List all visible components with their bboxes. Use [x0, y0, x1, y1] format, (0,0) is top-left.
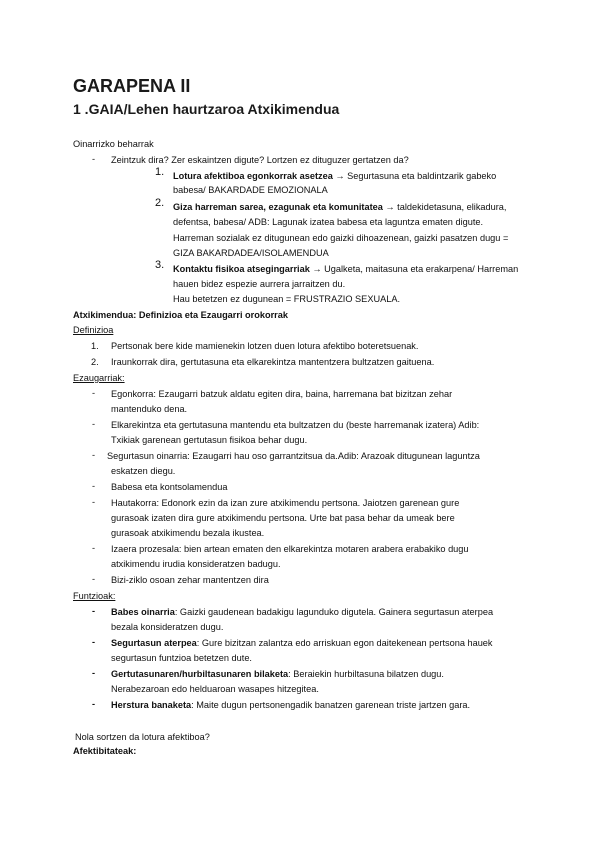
ezaugarria-line: Bizi-ziklo osoan zehar mantentzen dira	[111, 575, 269, 585]
ezaugarria-line: Egonkorra: Ezaugarri batzuk aldatu egiten dira, baina, harremana bat bizitzan zehar	[111, 389, 453, 399]
dash-marker: -	[92, 154, 96, 164]
funtzioa-rest: : Beraiekin hurbiltasuna bilatzen dugu.	[288, 669, 444, 679]
ezaugarria-line: gurasoak atxikimendu bezala ikustea.	[111, 528, 265, 538]
funtzioa-line	[111, 699, 470, 711]
definizioa-label: Definizioa	[73, 325, 114, 335]
funtzioa-line: Nerabezaroan edo helduaroan wasapes hitzegitea.	[111, 684, 319, 694]
ezaugarria-line: Babesa eta kontsolamendua	[111, 482, 228, 492]
intro-heading: Oinarrizko beharrak	[73, 139, 154, 149]
dash-marker: -	[92, 388, 96, 398]
ezaugarria-line: Txikiak garenean gertutasun fisikoa behar dugu.	[111, 435, 308, 445]
funtzioa-bold: Gertutasunaren/hurbiltasunaren bilaketa	[111, 669, 289, 679]
ezaugarria-line: gurasoak izaten dira gure atxikimendu pertsona. Urte bat pasa behar da umeak bere	[111, 513, 455, 523]
ezaugarria-line: Izaera prozesala: bien artean ematen den elkarekintza motaren arabera erabakiko dugu	[111, 544, 469, 554]
list-marker: 1.	[155, 166, 165, 178]
dash-marker: -	[92, 606, 96, 616]
item-line: hauen bidez espezie aurrera jarraitzen du.	[173, 279, 346, 289]
funtzioa-bold: Herstura banaketa	[111, 700, 192, 710]
ezaugarriak-label: Ezaugarriak:	[73, 373, 125, 383]
dash-marker: -	[92, 699, 96, 709]
dash-marker: -	[92, 668, 96, 678]
list-marker: 1.	[91, 341, 99, 351]
funtzioa-rest: : Maite dugun pertsonengadik banatzen garenean triste jartzen gara.	[191, 700, 471, 710]
list-marker: 2.	[91, 357, 99, 367]
item-bold: Kontaktu fisikoa atsegingarriak	[173, 264, 310, 274]
page-subtitle: 1 .GAIA/Lehen haurtzaroa Atxikimendua	[73, 101, 340, 117]
dash-marker: -	[92, 450, 96, 460]
item-line: defentsa, babesa/ ADB: Lagunak izatea babesa eta laguntza ematen digute.	[173, 217, 484, 227]
dash-marker: -	[92, 543, 96, 553]
intro-question: Zeintzuk dira? Zer eskaintzen digute? Lortzen ez dituguzer gertatzen da?	[111, 155, 409, 165]
item-rest: → taldekidetasuna, elikadura,	[382, 202, 507, 212]
list-item	[173, 170, 496, 182]
dash-marker: -	[92, 637, 96, 647]
item-bold: Lotura afektiboa egonkorrak asetzea	[173, 171, 333, 181]
section-heading: Atxikimendua: Definizioa eta Ezaugarri orokorrak	[73, 310, 288, 320]
ezaugarria-line: Hautakorra: Edonork ezin da izan zure atxikimendu pertsona. Jaiotzen garenean gure	[111, 498, 460, 508]
list-marker: 2.	[155, 197, 165, 209]
funtzioa-rest: : Gure bizitzan zalantza edo arriskuan egon daitekenean pertsona hauek	[196, 638, 493, 648]
funtzioa-line	[111, 637, 493, 649]
item-line: babesa/ BAKARDADE EMOZIONALA	[173, 185, 328, 195]
list-marker: 3.	[155, 259, 165, 271]
dash-marker: -	[92, 497, 96, 507]
item-rest: → Ugalketa, maitasuna eta erakarpena/ Harreman	[309, 264, 519, 274]
ezaugarria-line: atxikimendu irudia konsideratzen badugu.	[111, 559, 281, 569]
definizioa-item: Pertsonak bere kide mamienekin lotzen duen lotura afektibo boteretsuenak.	[111, 341, 419, 351]
footer-question: Nola sortzen da lotura afektiboa?	[75, 732, 210, 742]
list-item	[173, 263, 518, 275]
dash-marker: -	[92, 481, 96, 491]
funtzioak-label: Funtzioak:	[73, 591, 116, 601]
dash-marker: -	[92, 574, 96, 584]
funtzioa-line: segurtasun funtzioa betetzen dute.	[111, 653, 252, 663]
funtzioa-rest: : Gaizki gaudenean badakigu lagunduko digutela. Gainera segurtasun aterpea	[174, 607, 494, 617]
item-line: Hau betetzen ez dugunean = FRUSTRAZIO SEXUALA.	[173, 294, 400, 304]
item-rest: → Segurtasuna eta baldintzarik gabeko	[332, 171, 497, 181]
afektibitateak-heading: Afektibitateak:	[73, 746, 137, 756]
definizioa-item: Iraunkorrak dira, gertutasuna eta elkarekintza mantentzera bultzatzen gaituena.	[111, 357, 435, 367]
ezaugarria-line: eskatzen diegu.	[111, 466, 176, 476]
funtzioa-line: bezala konsideratzen dugu.	[111, 622, 224, 632]
ezaugarria-line: Elkarekintza eta gertutasuna mantendu eta bultzatzen du (beste harremanak izatera) Adib:	[111, 420, 480, 430]
item-line: GIZA BAKARDADEA/ISOLAMENDUA	[173, 248, 329, 258]
item-line: Harreman sozialak ez ditugunean edo gaizki dihoazenean, gaizki pasatzen dugu =	[173, 233, 509, 243]
funtzioa-bold: Babes oinarria	[111, 607, 175, 617]
ezaugarria-line: mantenduko dena.	[111, 404, 188, 414]
funtzioa-line	[111, 668, 444, 680]
dash-marker: -	[92, 419, 96, 429]
funtzioa-bold: Segurtasun aterpea	[111, 638, 197, 648]
funtzioa-line	[111, 606, 493, 618]
ezaugarria-line: Segurtasun oinarria: Ezaugarri hau oso garrantzitsua da.Adib: Arazoak ditugunean laguntza	[107, 451, 480, 461]
list-item	[173, 201, 506, 213]
item-bold: Giza harreman sarea, ezagunak eta komunitatea	[173, 202, 383, 212]
page-title: GARAPENA II	[73, 76, 191, 96]
